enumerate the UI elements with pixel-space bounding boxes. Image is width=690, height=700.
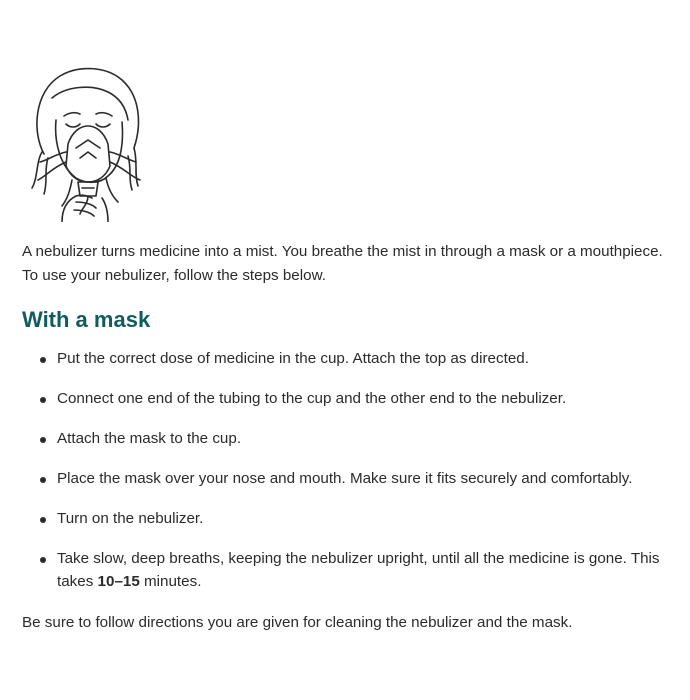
step-text: Put the correct dose of medicine in the cup. Attach the top as directed. (57, 350, 529, 367)
bullet-icon (40, 557, 46, 563)
section-heading: With a mask (22, 307, 151, 332)
step-text: Attach the mask to the cup. (57, 430, 242, 447)
nebulizer-mask-illustration (22, 62, 157, 222)
list-item (22, 548, 684, 593)
step-text: Turn on the nebulizer. (57, 510, 204, 527)
list-item (22, 348, 684, 371)
list-item (22, 428, 684, 451)
step-text: Connect one end of the tubing to the cup and the other end to the nebulizer. (57, 390, 567, 407)
bullet-icon (40, 477, 46, 483)
step-text: Place the mask over your nose and mouth. Make sure it fits securely and comfortably. (57, 470, 633, 487)
steps-list (22, 348, 684, 611)
bullet-icon (40, 357, 46, 363)
duration-value: 10–15 (97, 572, 140, 590)
closing-paragraph: Be sure to follow directions you are given for cleaning the nebulizer and the mask. (22, 614, 573, 631)
list-item (22, 508, 684, 531)
bullet-icon (40, 437, 46, 443)
duration-unit: minutes. (144, 572, 202, 590)
list-item (22, 388, 684, 411)
intro-paragraph: A nebulizer turns medicine into a mist. You breathe the mist in through a mask or a mouthpiece. To use your nebulizer, follow the steps below. (22, 243, 663, 284)
bullet-icon (40, 397, 46, 403)
bullet-icon (40, 517, 46, 523)
list-item (22, 468, 684, 491)
step-text: Take slow, deep breaths, keeping the nebulizer upright, until all the medicine is gone. This takes (57, 550, 660, 590)
